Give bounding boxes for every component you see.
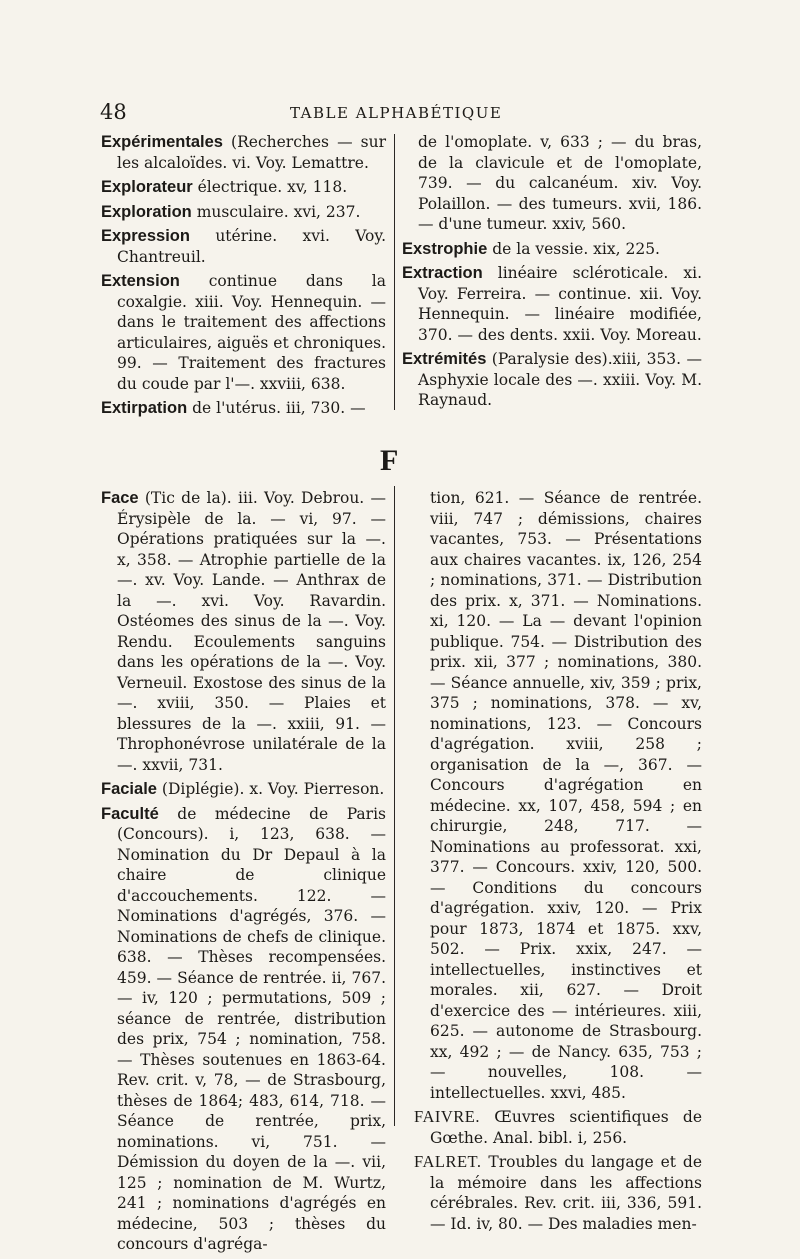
entry-text: tion, 621. — Séance de rentrée. viii, 747 ; démissions, chaires vacantes, 753. — Présentations aux chaires vacantes. ix, 126, 254 ; nominations, 371. — Distribution des prix. x, 371. — Nominations. xi, 120. — La — devant l'opinion publique. 754. — Distribution des prix. xii, 377 ; nominations, 380. — Séance annuelle, xiv, 359 ; prix, 375 ; nominations, 378. — xv, nominations, 123. — Concours d'agrégation. xviii, 258 ; organisation de la —, 367. — Concours d'agrégation en médecine. xx, 107, 458, 594 ; en chirurgie, 248, 717. — Nominations au professorat. xxi, 377. — Concours. xxiv, 120, 500. — Conditions du concours d'agrégation. xxiv, 120. — Prix pour 1873, 1874 et 1875. xxv, 502. — Prix. xxix, 247. — intellectuelles, instinctives et morales. xii, 627. — Droit d'exercice des — intérieures. xiii, 625. — autonome de Strasbourg. xx, 492 ; — de Nancy. 635, 753 ; — nouvelles, 108. — intellectuelles. xxvi, 485.	[430, 489, 702, 1102]
index-entry	[414, 1107, 702, 1148]
entry-text: linéaire scléroticale. xi. Voy. Ferreira. — continue. xii. Voy. Hennequin. — linéaire modifiée, 370. — des dents. xxii. Voy. Moreau.	[418, 264, 702, 344]
index-entry	[414, 488, 702, 1103]
index-entry	[402, 263, 702, 345]
entry-headword: Extrémités	[402, 350, 487, 368]
entry-headword: FAIVRE.	[414, 1107, 480, 1126]
entry-headword: Extension	[101, 272, 180, 290]
entry-text: utérine. xvi. Voy. Chantreuil.	[117, 227, 386, 266]
entry-headword: Faculté	[101, 804, 159, 823]
entry-headword: Face	[101, 489, 139, 507]
index-entry	[402, 349, 702, 411]
entry-headword: Exstrophie	[402, 239, 488, 258]
entry-text: Troubles du langage et de la mémoire dans les affections cérébrales. Rev. crit. iii, 336, 591. — Id. iv, 80. — Des maladies men-	[430, 1153, 702, 1233]
entry-text: (Paralysie des).xiii, 353. — Asphyxie locale des —. xxiii. Voy. M. Raynaud.	[418, 350, 702, 409]
entry-text: de médecine de Paris (Concours). i, 123, 638. — Nomination du Dr Depaul à la chaire de clinique d'accouchements. 122. — Nominations d'agrégés, 376. — Nominations de chefs de clinique. 638. — Thèses recompensées. 459. — Séance de rentrée. ii, 767. — iv, 120 ; permutations, 509 ; séance de rentrée, distribution des prix, 754 ; nomination, 758. — Thèses soutenues en 1863-64. Rev. crit. v, 78, — de Strasbourg, thèses de 1864; 483, 614, 718. — Séance de rentrée, prix, nominations. vi, 751. — Démission du doyen de la —. vii, 125 ; nomination de M. Wurtz, 241 ; nominations d'agrégés en médecine, 503 ; thèses du concours d'agréga-	[117, 804, 386, 1253]
column-bottom-left	[101, 488, 386, 1259]
entry-headword: FALRET.	[414, 1152, 482, 1171]
entry-headword: Expression	[101, 227, 190, 245]
index-entry	[101, 202, 386, 223]
index-entry	[101, 488, 386, 775]
column-top-left	[101, 132, 386, 423]
index-entry	[101, 779, 386, 800]
entry-text: Œuvres scientifiques de Gœthe. Anal. bibl. i, 256.	[430, 1108, 702, 1147]
entry-headword: Extraction	[402, 264, 483, 282]
column-bottom-right	[414, 488, 702, 1238]
entry-headword: Expérimentales	[101, 133, 223, 151]
index-entry	[402, 239, 702, 260]
entry-headword: Faciale	[101, 780, 157, 798]
entry-text: (Recherches — sur les alcaloïdes. vi. Voy. Lemattre.	[117, 133, 386, 172]
entry-text: (Tic de la). iii. Voy. Debrou. — Érysipèle de la. — vi, 97. — Opérations pratiquées sur la —. x, 358. — Atrophie partielle de la —. xv. Voy. Lande. — Anthrax de la —. xvi. Voy. Ravardin. Ostéomes des sinus de la —. Voy. Rendu. Ecoulements sanguins dans les opérations de la —. Voy. Verneuil. Exostose des sinus de la —. xviii, 350. — Plaies et blessures de la —. xxiii, 91. — Throphonévrose unilatérale de la —. xxvii, 731.	[117, 489, 386, 774]
index-entry	[402, 132, 702, 235]
entry-headword: Exploration	[101, 202, 192, 221]
entry-text: de l'omoplate. v, 633 ; — du bras, de la clavicule et de l'omoplate, 739. — du calcanéum. xiv. Voy. Polaillon. — des tumeurs. xvii, 186. — d'une tumeur. xxiv, 560.	[418, 133, 702, 233]
running-title: TABLE ALPHABÉTIQUE	[290, 104, 503, 122]
entry-text: électrique. xv, 118.	[192, 178, 348, 196]
entry-text: de l'utérus. iii, 730. —	[187, 399, 366, 417]
entry-headword: Extirpation	[101, 399, 188, 417]
entry-text: (Diplégie). x. Voy. Pierreson.	[156, 780, 385, 798]
column-divider-bottom	[394, 486, 395, 1126]
entry-text: continue dans la coxalgie. xiii. Voy. Hennequin. — dans le traitement des affections articulaires, aiguës et chroniques. 99. — Traitement des fractures du coude par l'—. xxviii, 638.	[117, 272, 386, 393]
page-number: 48	[100, 100, 127, 124]
index-entry	[101, 177, 386, 198]
entry-text: musculaire. xvi, 237.	[191, 202, 361, 221]
page-header	[100, 100, 710, 126]
index-entry	[101, 226, 386, 267]
index-entry	[101, 271, 386, 394]
section-letter: F	[380, 444, 399, 477]
column-top-right	[402, 132, 702, 415]
index-entry	[101, 804, 386, 1255]
index-entry	[101, 132, 386, 173]
index-entry	[414, 1152, 702, 1234]
entry-headword: Explorateur	[101, 178, 193, 196]
entry-text: de la vessie. xix, 225.	[487, 239, 660, 258]
column-divider-top	[394, 134, 395, 410]
index-entry	[101, 398, 386, 419]
